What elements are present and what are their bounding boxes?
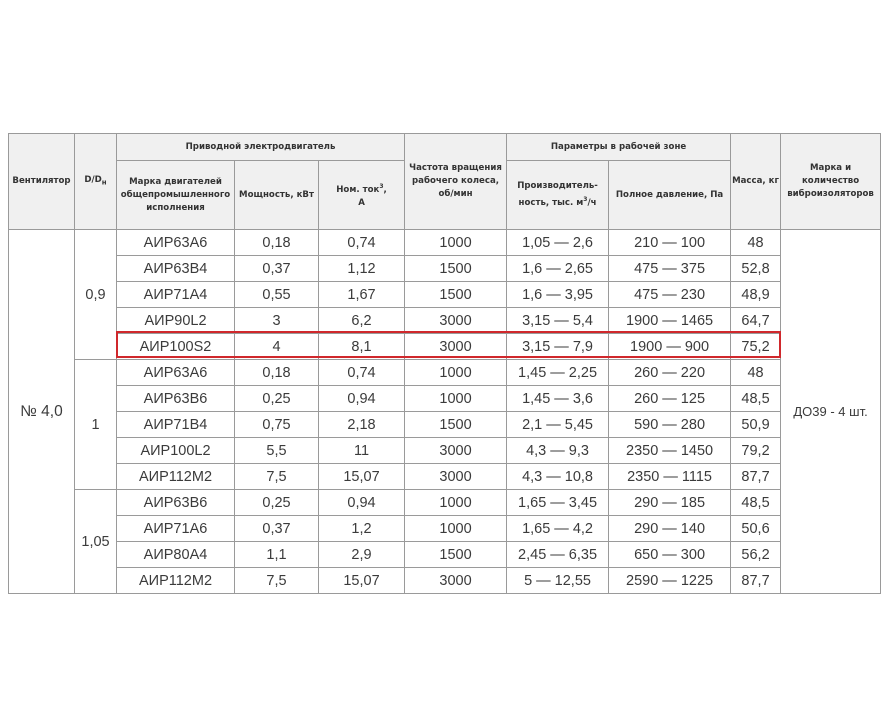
capacity-cell: 5 — 12,55: [507, 568, 609, 594]
mass-cell: 50,9: [731, 412, 781, 438]
pressure-cell: 260 — 125: [609, 386, 731, 412]
power-cell: 5,5: [235, 438, 319, 464]
vibro-cell: ДО39 - 4 шт.: [781, 230, 881, 594]
mass-cell: 75,2: [731, 334, 781, 360]
mass-cell: 48,9: [731, 282, 781, 308]
ventilator-cell: № 4,0: [9, 230, 75, 594]
header-capacity: Производитель-ность, тыс. $м^3/ч$: [507, 161, 609, 230]
power-cell: 0,37: [235, 256, 319, 282]
header-d-ratio: $D/D_н$: [75, 134, 117, 230]
pressure-cell: 210 — 100: [609, 230, 731, 256]
current-cell: 15,07: [319, 464, 405, 490]
motor-cell: АИР63В4: [117, 256, 235, 282]
pressure-cell: 260 — 220: [609, 360, 731, 386]
mass-cell: 52,8: [731, 256, 781, 282]
power-cell: 0,75: [235, 412, 319, 438]
current-cell: 0,94: [319, 386, 405, 412]
motor-cell: АИР63В6: [117, 386, 235, 412]
current-cell: 15,07: [319, 568, 405, 594]
header-mass: Масса, кг: [731, 134, 781, 230]
pressure-cell: 2350 — 1450: [609, 438, 731, 464]
motor-cell: АИР112М2: [117, 464, 235, 490]
current-cell: 8,1: [319, 334, 405, 360]
capacity-cell: 1,6 — 2,65: [507, 256, 609, 282]
mass-cell: 48,5: [731, 386, 781, 412]
motor-cell: АИР71А4: [117, 282, 235, 308]
rpm-cell: 1000: [405, 386, 507, 412]
current-cell: 1,12: [319, 256, 405, 282]
motor-cell: АИР63А6: [117, 360, 235, 386]
mass-cell: 50,6: [731, 516, 781, 542]
current-cell: 2,9: [319, 542, 405, 568]
pressure-cell: 1900 — 900: [609, 334, 731, 360]
power-cell: 4: [235, 334, 319, 360]
capacity-cell: 2,1 — 5,45: [507, 412, 609, 438]
capacity-cell: 1,65 — 3,45: [507, 490, 609, 516]
motor-cell: АИР112М2: [117, 568, 235, 594]
mass-cell: 48,5: [731, 490, 781, 516]
mass-cell: 48: [731, 360, 781, 386]
current-cell: 6,2: [319, 308, 405, 334]
motor-cell: АИР80А4: [117, 542, 235, 568]
header-current: Ном. ток$^3$, А: [319, 161, 405, 230]
rpm-cell: 1500: [405, 412, 507, 438]
rpm-cell: 1000: [405, 230, 507, 256]
header-motor-group: Приводной электродвигатель: [117, 134, 405, 161]
header-rotation: Частота вращения рабочего колеса, об/мин: [405, 134, 507, 230]
capacity-cell: 3,15 — 5,4: [507, 308, 609, 334]
table-body: [9, 230, 881, 594]
table-row: [9, 412, 881, 438]
power-cell: 0,18: [235, 230, 319, 256]
current-cell: 0,74: [319, 230, 405, 256]
motor-cell: АИР100L2: [117, 438, 235, 464]
pressure-cell: 290 — 185: [609, 490, 731, 516]
motor-cell: АИР71В4: [117, 412, 235, 438]
pressure-cell: 590 — 280: [609, 412, 731, 438]
motor-cell: АИР100S2: [117, 334, 235, 360]
pressure-cell: 650 — 300: [609, 542, 731, 568]
mass-cell: 87,7: [731, 568, 781, 594]
header-row-top: [9, 134, 881, 161]
table-row: [9, 360, 881, 386]
current-cell: 1,67: [319, 282, 405, 308]
table-row: [9, 386, 881, 412]
table-row: [9, 542, 881, 568]
table-row: [9, 308, 881, 334]
power-cell: 1,1: [235, 542, 319, 568]
motor-cell: АИР71А6: [117, 516, 235, 542]
capacity-cell: 1,6 — 3,95: [507, 282, 609, 308]
rpm-cell: 3000: [405, 568, 507, 594]
pressure-cell: 475 — 375: [609, 256, 731, 282]
current-cell: 11: [319, 438, 405, 464]
rpm-cell: 3000: [405, 308, 507, 334]
rpm-cell: 1000: [405, 360, 507, 386]
capacity-cell: 4,3 — 10,8: [507, 464, 609, 490]
power-cell: 3: [235, 308, 319, 334]
table-row: [9, 256, 881, 282]
header-pressure: Полное давление, Па: [609, 161, 731, 230]
motor-cell: АИР90L2: [117, 308, 235, 334]
header-params-group: Параметры в рабочей зоне: [507, 134, 731, 161]
motor-cell: АИР63В6: [117, 490, 235, 516]
mass-cell: 48: [731, 230, 781, 256]
mass-cell: 56,2: [731, 542, 781, 568]
mass-cell: 79,2: [731, 438, 781, 464]
capacity-cell: 3,15 — 7,9: [507, 334, 609, 360]
pressure-cell: 475 — 230: [609, 282, 731, 308]
table-row: [9, 568, 881, 594]
power-cell: 0,25: [235, 490, 319, 516]
table-row: [9, 334, 881, 360]
pressure-cell: 2590 — 1225: [609, 568, 731, 594]
power-cell: 7,5: [235, 568, 319, 594]
capacity-cell: 1,05 — 2,6: [507, 230, 609, 256]
mass-cell: 87,7: [731, 464, 781, 490]
header-motor-brand: Марка двигателей общепромышленного исполнения: [117, 161, 235, 230]
fan-spec-table-wrapper: [8, 133, 881, 594]
capacity-cell: 2,45 — 6,35: [507, 542, 609, 568]
capacity-cell: 1,45 — 2,25: [507, 360, 609, 386]
rpm-cell: 3000: [405, 438, 507, 464]
pressure-cell: 1900 — 1465: [609, 308, 731, 334]
capacity-cell: 1,65 — 4,2: [507, 516, 609, 542]
rpm-cell: 1500: [405, 282, 507, 308]
rpm-cell: 1000: [405, 490, 507, 516]
current-cell: 0,94: [319, 490, 405, 516]
current-cell: 2,18: [319, 412, 405, 438]
table-row: [9, 230, 881, 256]
motor-cell: АИР63А6: [117, 230, 235, 256]
power-cell: 7,5: [235, 464, 319, 490]
header-vibro: Марка и количество виброизоляторов: [781, 134, 881, 230]
header-power: Мощность, кВт: [235, 161, 319, 230]
header-ventilator: Вентилятор: [9, 134, 75, 230]
table-row: [9, 282, 881, 308]
rpm-cell: 1500: [405, 256, 507, 282]
pressure-cell: 290 — 140: [609, 516, 731, 542]
mass-cell: 64,7: [731, 308, 781, 334]
fan-spec-table: [8, 133, 881, 594]
rpm-cell: 3000: [405, 334, 507, 360]
capacity-cell: 4,3 — 9,3: [507, 438, 609, 464]
rpm-cell: 3000: [405, 464, 507, 490]
table-row: [9, 516, 881, 542]
pressure-cell: 2350 — 1115: [609, 464, 731, 490]
power-cell: 0,55: [235, 282, 319, 308]
rpm-cell: 1000: [405, 516, 507, 542]
d-ratio-cell: 1,05: [75, 490, 117, 594]
current-cell: 1,2: [319, 516, 405, 542]
table-row: [9, 490, 881, 516]
current-cell: 0,74: [319, 360, 405, 386]
power-cell: 0,18: [235, 360, 319, 386]
rpm-cell: 1500: [405, 542, 507, 568]
d-ratio-cell: 0,9: [75, 230, 117, 360]
power-cell: 0,25: [235, 386, 319, 412]
capacity-cell: 1,45 — 3,6: [507, 386, 609, 412]
d-ratio-cell: 1: [75, 360, 117, 490]
table-row: [9, 438, 881, 464]
power-cell: 0,37: [235, 516, 319, 542]
table-row: [9, 464, 881, 490]
